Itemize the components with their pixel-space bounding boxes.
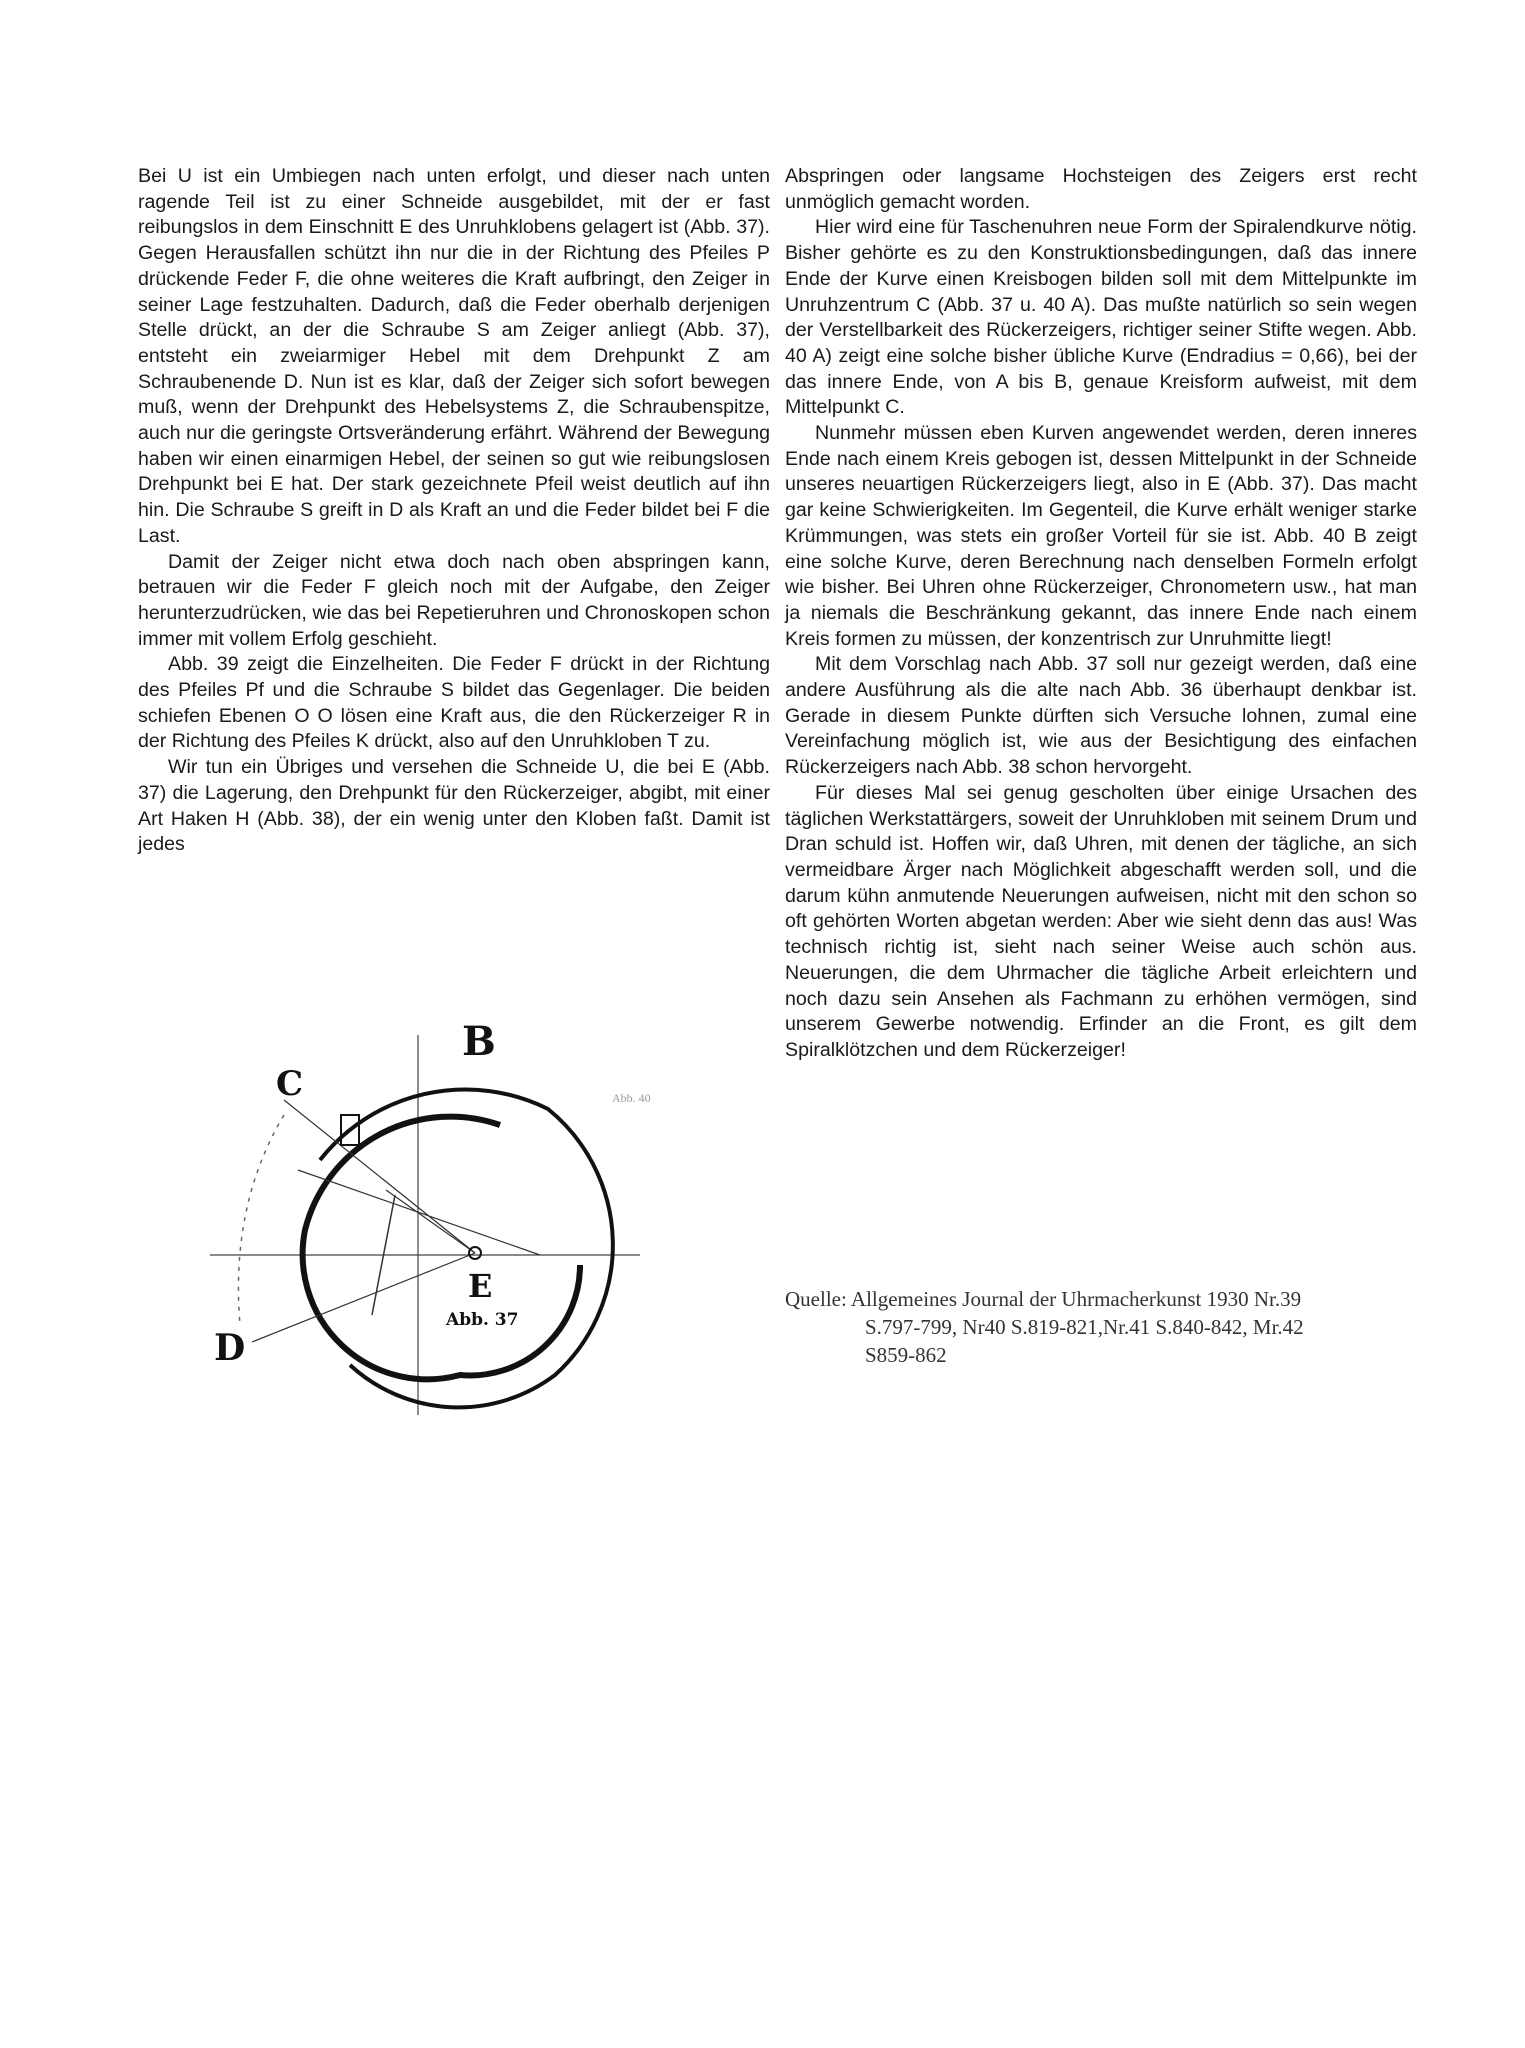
paragraph: Mit dem Vorschlag nach Abb. 37 soll nur gezeigt werden, daß eine andere Ausführung als die alte nach Abb. 36 überhaupt denkbar ist. Gerade in diesem Punkte dürften sich Versuche lohnen, zumal eine Vereinfachung möglich ist, wie aus der Besichtigung des einfachen Rückerzeigers nach Abb. 38 schon hervorgeht. bbox=[785, 653, 1417, 779]
radial-line-d bbox=[252, 1253, 475, 1342]
radial-line-c bbox=[284, 1100, 475, 1253]
source-line-2: S.797-799, Nr40 S.819-821,Nr.41 S.840-842, Mr.42 bbox=[865, 1315, 1304, 1339]
label-d: D bbox=[214, 1327, 246, 1369]
paragraph: Hier wird eine für Taschenuhren neue Form der Spiralendkurve nötig. Bisher gehörte es zu den Konstruktionsbedingungen, daß das innere Ende der Kurve einen Kreisbogen bilden soll mit dem Mittelpunkte im Unruhzentrum C (Abb. 37 u. 40 A). Das mußte natürlich so sein wegen der Verstellbarkeit des Rückerzeigers, richtiger seiner Stifte wegen. Abb. 40 A) zeigt eine solche bisher übliche Kurve (Endradius = 0,66), bei der das innere Ende, von A bis B, genaue Kreisform aufweist, mit dem Mittelpunkt C. bbox=[785, 216, 1417, 419]
paragraph: Bei U ist ein Umbiegen nach unten erfolgt, und dieser nach unten ragende Teil ist zu einer Schneide ausgebildet, mit der er fast reibungslos in dem Einschnitt E des Unruhklobens gelagert ist (Abb. 37). Gegen Herausfallen schützt ihn nur die in der Richtung des Pfeiles P drückende Feder F, die ohne weiteres die Kraft aufbringt, den Zeiger in seiner Lage festzuhalten. Dadurch, daß die Feder oberhalb derjenigen Stelle drückt, an der die Schraube S am Zeiger anliegt (Abb. 37), entsteht ein zweiarmiger Hebel mit dem Drehpunkt Z am Schraubenende D. Nun ist es klar, daß der Zeiger sich sofort bewegen muß, wenn der Drehpunkt des Hebelsystems Z, die Schraubenspitze, auch nur die geringste Ortsveränderung erfährt. Während der Bewegung haben wir einen einarmigen Hebel, der seinen so gut wie reibungslosen Drehpunkt bei E hat. Der stark gezeichnete Pfeil weist deutlich auf ihn hin. Die Schraube S greift in D als Kraft an und die Feder bildet bei F die Last. bbox=[138, 165, 770, 547]
source-line-1: Quelle: Allgemeines Journal der Uhrmacherkunst 1930 Nr.39 bbox=[785, 1287, 1302, 1311]
pointer-line bbox=[386, 1190, 475, 1253]
left-column bbox=[138, 164, 770, 858]
pointer-line bbox=[298, 1170, 540, 1255]
dashed-arc bbox=[238, 1115, 284, 1325]
paragraph: Abb. 39 zeigt die Einzelheiten. Die Feder F drückt in der Richtung des Pfeiles Pf und die Schraube S bildet das Gegenlager. Die beiden schiefen Ebenen O O lösen eine Kraft aus, die den Rückerzeiger R in der Richtung des Pfeiles K drückt, also auf den Unruhkloben T zu. bbox=[138, 653, 770, 753]
figure-abb-37 bbox=[200, 1015, 760, 1415]
paragraph: Nunmehr müssen eben Kurven angewendet werden, deren inneres Ende nach einem Kreis gebogen ist, dessen Mittelpunkt in der Schneide unseres neuartigen Rückerzeigers liegt, also in E (Abb. 37). Das macht gar keine Schwierigkeiten. Im Gegenteil, die Kurve erhält weniger starke Krümmungen, was stets ein großer Vorteil für sie ist. Abb. 40 B zeigt eine solche Kurve, deren Berechnung nach denselben Formeln erfolgt wie bisher. Bei Uhren ohne Rückerzeiger, Chronometern usw., hat man ja niemals die Beschränkung gekannt, das innere Ende nach einem Kreis formen zu müssen, der konzentrisch zur Unruhmitte liegt! bbox=[785, 422, 1417, 650]
paragraph: Für dieses Mal sei genug gescholten über einige Ursachen des täglichen Werkstattärgers, soweit der Unruhkloben mit seinem Drum und Dran schuld ist. Hoffen wir, daß Uhren, mit denen der tägliche, an sich vermeidbare Ärger nach Möglichkeit abgeschafft werden soll, und die darum kühn anmutende Neuerungen aufweisen, nicht mit den schon so oft gehörten Worten abgetan werden: Aber wie sieht denn das aus! Was technisch richtig ist, sieht nach seiner Weise auch schön aus. Neuerungen, die dem Uhrmacher die tägliche Arbeit erleichtern und noch dazu sein Ansehen als Fachmann zu erhöhen vermögen, sind unserem Gewerbe notwendig. Erfinder an die Front, es gilt dem Spiralklötzchen und dem Rückerzeiger! bbox=[785, 781, 1417, 1061]
label-c: C bbox=[276, 1064, 304, 1104]
label-b: B bbox=[462, 1018, 496, 1065]
right-column bbox=[785, 164, 1417, 1064]
source-line-3: S859-862 bbox=[865, 1343, 947, 1367]
paragraph: Damit der Zeiger nicht etwa doch nach oben abspringen kann, betrauen wir die Feder F gleich noch mit der Aufgabe, den Zeiger herunterzudrücken, wie das bei Repetieruhren und Chronoskopen schon immer mit vollem Erfolg geschieht. bbox=[138, 550, 770, 650]
label-e: E bbox=[468, 1267, 493, 1305]
paragraph: Wir tun ein Übriges und versehen die Schneide U, die bei E (Abb. 37) die Lagerung, den Drehpunkt für den Rückerzeiger, abgibt, mit einer Art Haken H (Abb. 38), der ein wenig unter den Kloben faßt. Damit ist jedes bbox=[138, 756, 770, 856]
figure-caption: Abb. 37 bbox=[446, 1310, 519, 1330]
spiral-curve bbox=[303, 1117, 580, 1380]
faint-caption: Abb. 40 bbox=[612, 1091, 651, 1105]
paragraph: Abspringen oder langsame Hochsteigen des Zeigers erst recht unmöglich gemacht worden. bbox=[785, 165, 1417, 213]
source-citation bbox=[785, 1285, 1425, 1369]
